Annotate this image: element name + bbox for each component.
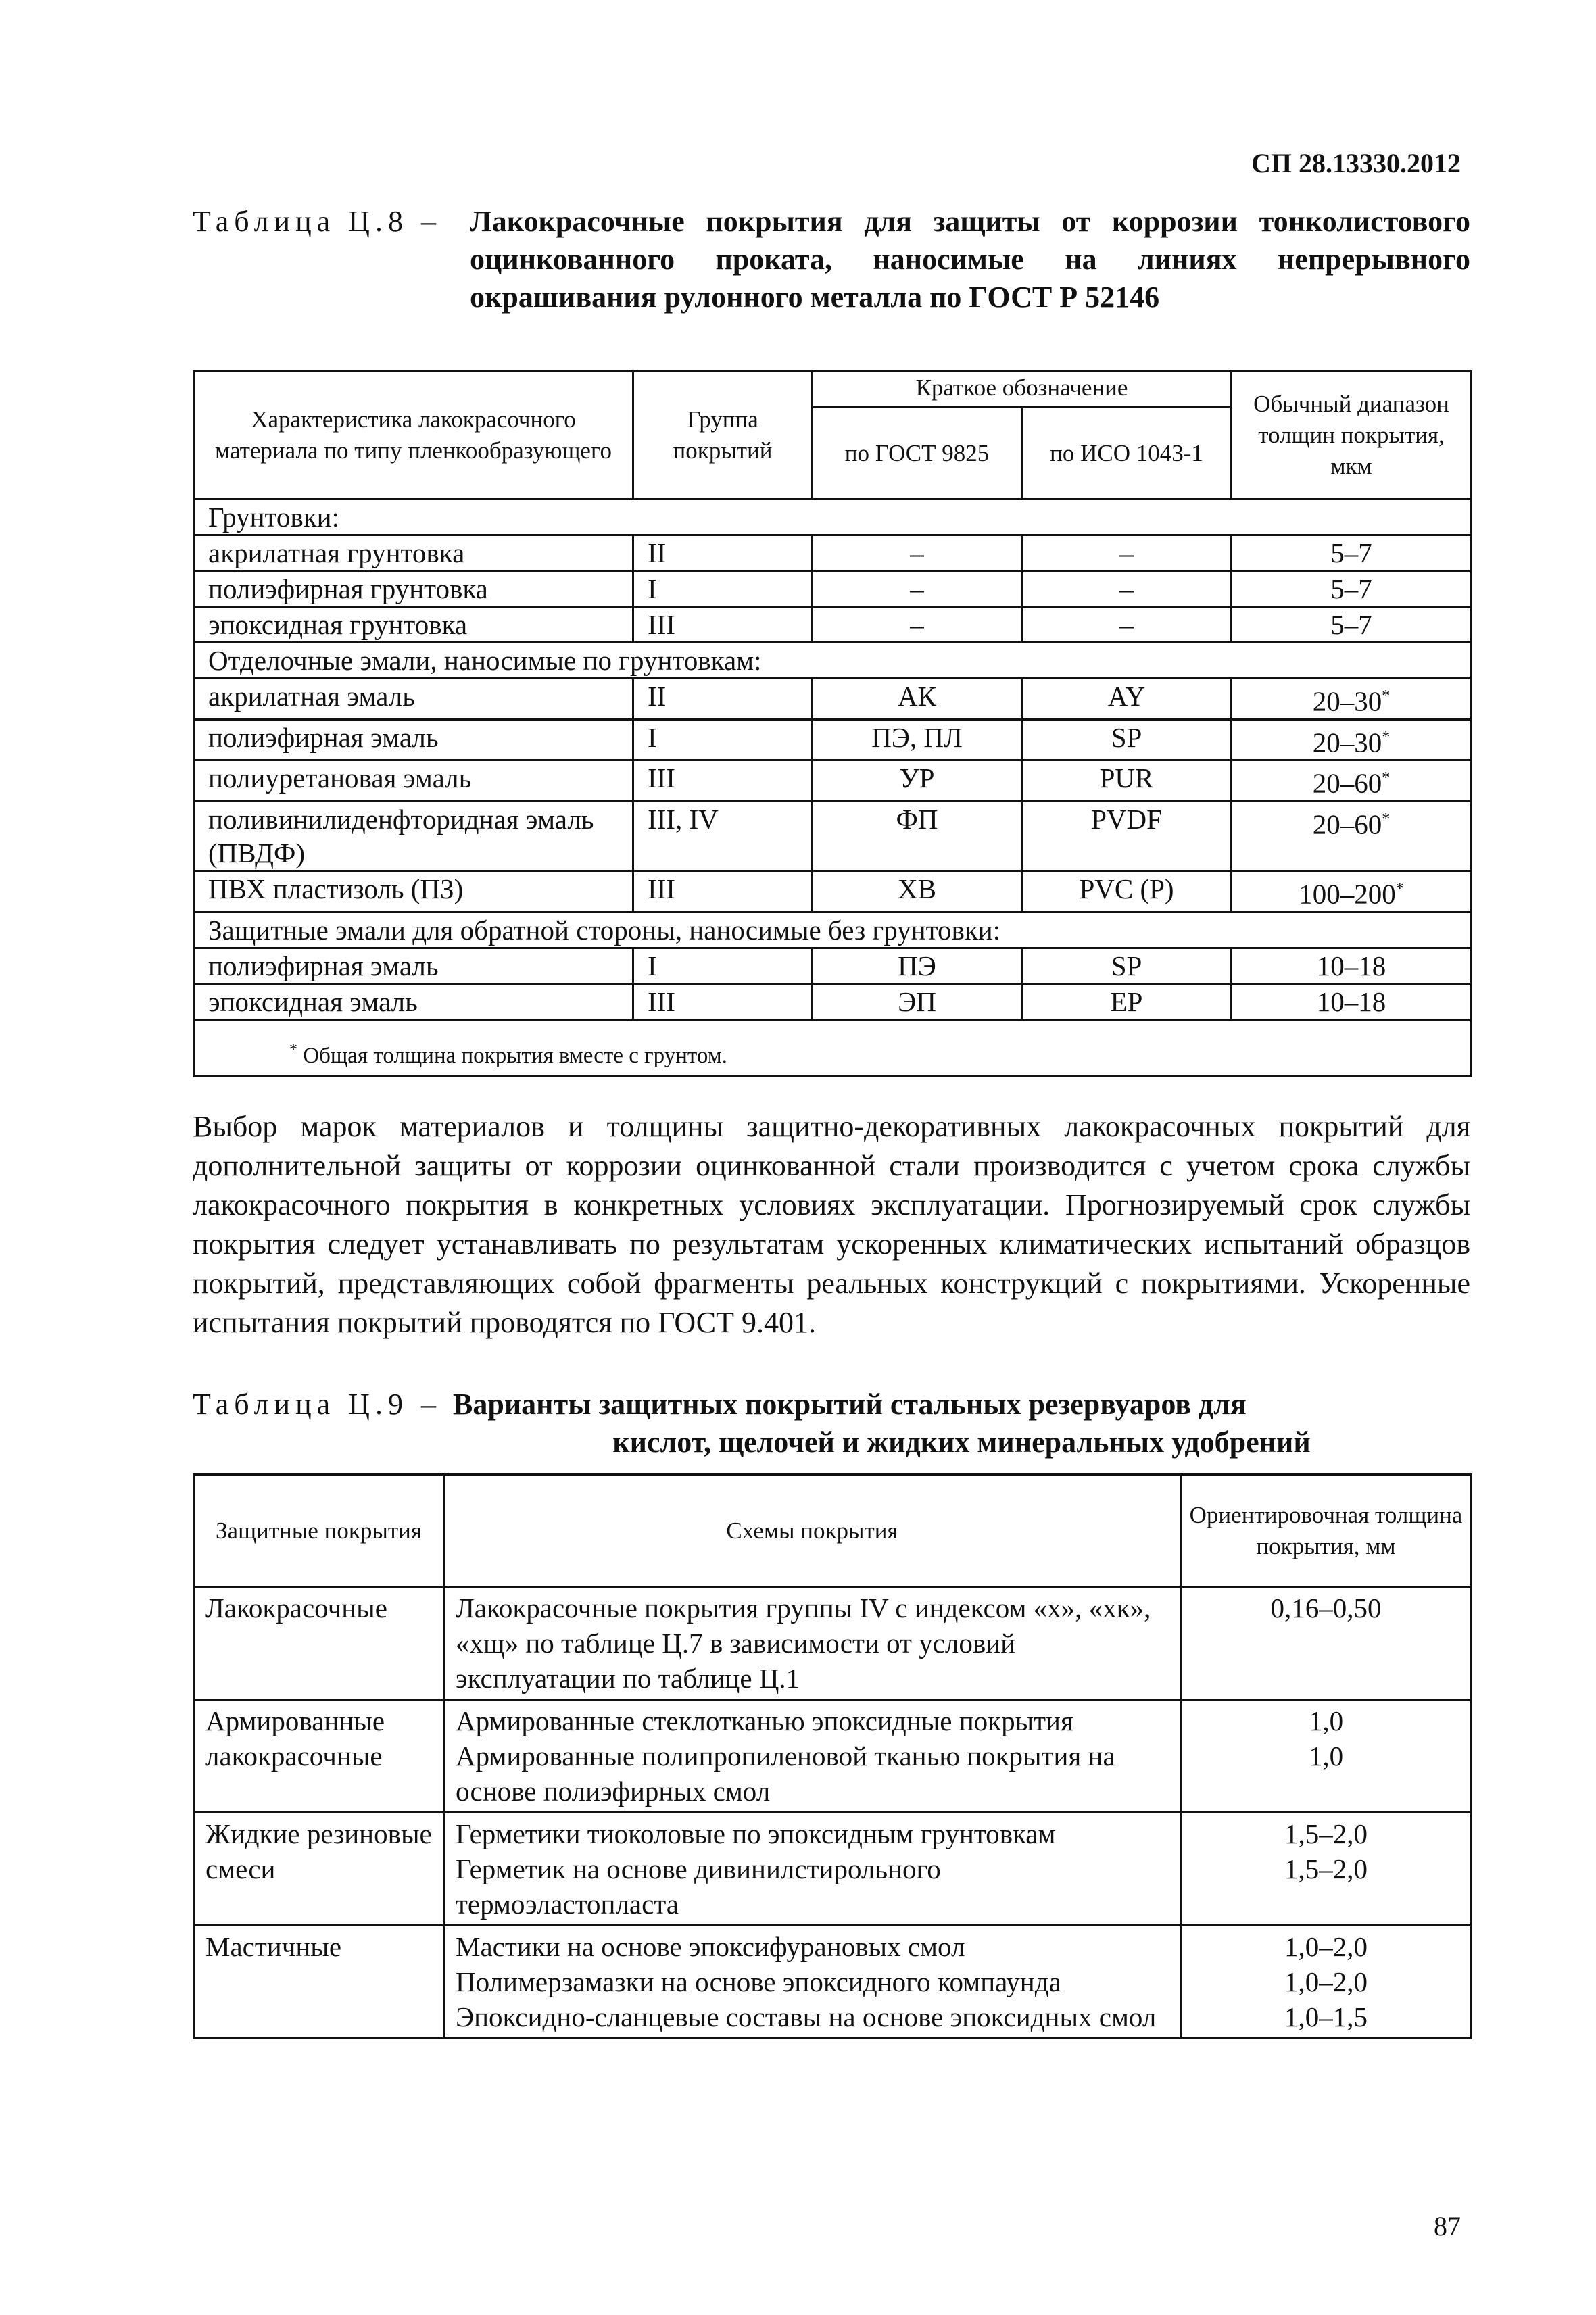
- cell-gost: ФП: [813, 801, 1022, 871]
- table8-body: [194, 499, 1472, 1077]
- thickness-value: 5–7: [1330, 537, 1372, 568]
- scheme-item: Лакокрасочные покрытия группы IV с индексом «х», «хк», «хщ» по таблице Ц.7 в зависимости от условий эксплуатации по таблице Ц.1: [456, 1592, 1151, 1694]
- header-characteristic: Характеристика лакокрасочного материала по типу пленкообразующего: [194, 372, 633, 499]
- cell-thickness: [1232, 679, 1472, 720]
- cell-group: II: [633, 535, 813, 571]
- table9-title-line1: Варианты защитных покрытий стальных резервуаров для: [453, 1388, 1247, 1421]
- header-thickness-mm: Ориентировочная толщина покрытия, мм: [1181, 1475, 1472, 1587]
- table8-section-row: [194, 499, 1472, 535]
- cell-iso: PVC (P): [1022, 871, 1232, 912]
- table-row: [194, 948, 1472, 983]
- cell-schemes: [444, 1700, 1181, 1813]
- table-row: [194, 1700, 1472, 1813]
- cell-thickness: [1232, 535, 1472, 571]
- cell-material: эпоксидная грунтовка: [194, 607, 633, 643]
- cell-material: полиуретановая эмаль: [194, 760, 633, 802]
- cell-gost: ПЭ: [813, 948, 1022, 983]
- cell-thickness: [1232, 607, 1472, 643]
- footnote-text: Общая толщина покрытия вместе с грунтом.: [303, 1043, 727, 1068]
- cell-material: полиэфирная эмаль: [194, 948, 633, 983]
- scheme-item: Герметики тиоколовые по эпоксидным грунтовкам: [456, 1818, 1056, 1849]
- thickness-item: 1,0–1,5: [1284, 2001, 1368, 2032]
- table8-label: Таблица Ц.8 –: [193, 205, 441, 238]
- thickness-value: 10–18: [1316, 985, 1386, 1017]
- cell-gost: ПЭ, ПЛ: [813, 719, 1022, 760]
- scheme-item: Эпоксидно-сланцевые составы на основе эпоксидных смол: [456, 2001, 1157, 2032]
- cell-group: I: [633, 719, 813, 760]
- section-label: Отделочные эмали, наносимые по грунтовкам:: [194, 643, 1472, 679]
- thickness-item: 1,0–2,0: [1284, 1931, 1368, 1962]
- cell-iso: –: [1022, 571, 1232, 607]
- cell-iso: –: [1022, 607, 1232, 643]
- scheme-item: Мастики на основе эпоксифурановых смол: [456, 1931, 965, 1962]
- thickness-value: 10–18: [1316, 950, 1386, 981]
- table-row: [194, 1813, 1472, 1926]
- cell-group: I: [633, 571, 813, 607]
- cell-group: II: [633, 679, 813, 720]
- cell-material: ПВХ пластизоль (ПЗ): [194, 871, 633, 912]
- thickness-value: 5–7: [1330, 573, 1372, 604]
- cell-thickness: [1232, 983, 1472, 1019]
- document-code: СП 28.13330.2012: [1251, 148, 1461, 178]
- scheme-item: Герметик на основе дивинилстирольного термоэластопласта: [456, 1853, 941, 1920]
- table9-body: [194, 1587, 1472, 2039]
- header-short: Краткое обозначение: [813, 372, 1232, 408]
- cell-group: III, IV: [633, 801, 813, 871]
- table-row: [194, 871, 1472, 912]
- table-row: [194, 571, 1472, 607]
- cell-thicknesses: [1181, 1813, 1472, 1926]
- cell-gost: –: [813, 571, 1022, 607]
- cell-material: поливинилиденфторидная эмаль (ПВДФ): [194, 801, 633, 871]
- table-row: [194, 983, 1472, 1019]
- cell-iso: PUR: [1022, 760, 1232, 802]
- section-label: Грунтовки:: [194, 499, 1472, 535]
- footnote-marker: *: [1382, 728, 1391, 746]
- cell-thickness: [1232, 801, 1472, 871]
- table9-caption: [193, 1386, 1470, 1461]
- thickness-item: 1,5–2,0: [1284, 1853, 1368, 1884]
- thickness-item: 1,0: [1308, 1705, 1344, 1736]
- table9-title-line2: кислот, щелочей и жидких минеральных удобрений: [612, 1425, 1311, 1459]
- cell-iso: EP: [1022, 983, 1232, 1019]
- header-coating: Защитные покрытия: [194, 1475, 444, 1587]
- cell-schemes: [444, 1587, 1181, 1700]
- table-row: [194, 607, 1472, 643]
- table9: [193, 1473, 1472, 2039]
- table-row: [194, 1926, 1472, 2039]
- thickness-value: 20–60: [1312, 808, 1382, 840]
- table8-caption: [193, 203, 1470, 316]
- table-row: [194, 760, 1472, 802]
- table-row: [194, 801, 1472, 871]
- thickness-value: 20–60: [1312, 767, 1382, 799]
- cell-coating: Армированные лакокрасочные: [194, 1700, 444, 1813]
- footnote-marker: *: [1382, 769, 1391, 787]
- cell-gost: ЭП: [813, 983, 1022, 1019]
- thickness-item: 0,16–0,50: [1270, 1592, 1382, 1624]
- table8-footnote: [194, 1019, 1472, 1076]
- cell-thicknesses: [1181, 1700, 1472, 1813]
- cell-thickness: [1232, 948, 1472, 983]
- table8-section-row: [194, 643, 1472, 679]
- cell-group: III: [633, 760, 813, 802]
- table9-label: Таблица Ц.9 –: [193, 1388, 441, 1421]
- cell-material: акрилатная грунтовка: [194, 535, 633, 571]
- cell-material: эпоксидная эмаль: [194, 983, 633, 1019]
- footnote-marker: *: [1395, 879, 1404, 898]
- table8-section-row: [194, 912, 1472, 948]
- cell-iso: SP: [1022, 948, 1232, 983]
- table8-title: Лакокрасочные покрытия для защиты от коррозии тонколистового оцинкованного проката, наносимые на линиях непрерывного окрашивания рулонного металла по ГОСТ Р 52146: [470, 205, 1470, 314]
- table8-header-row: [194, 372, 1472, 408]
- section-label: Защитные эмали для обратной стороны, наносимые без грунтовки:: [194, 912, 1472, 948]
- cell-thickness: [1232, 871, 1472, 912]
- thickness-item: 1,5–2,0: [1284, 1818, 1368, 1849]
- thickness-value: 5–7: [1330, 609, 1372, 640]
- cell-coating: Мастичные: [194, 1926, 444, 2039]
- footnote-marker: *: [1382, 810, 1391, 828]
- thickness-item: 1,0–2,0: [1284, 1966, 1368, 1997]
- body-paragraph: Выбор марок материалов и толщины защитно-декоративных лакокрасочных покрытий для дополнительной защиты от коррозии оцинкованной стали производится с учетом срока службы лакокрасочного покрытия в конкретных условиях эксплуатации. Прогнозируемый срок службы покрытия следует устанавливать по результатам ускоренных климатических испытаний образцов покрытий, представляющих собой фрагменты реальных конструкций с покрытиями. Ускоренные испытания покрытий проводятся по ГОСТ 9.401.: [193, 1110, 1470, 1339]
- cell-thicknesses: [1181, 1926, 1472, 2039]
- cell-iso: AY: [1022, 679, 1232, 720]
- header-scheme: Схемы покрытия: [444, 1475, 1181, 1587]
- cell-thickness: [1232, 719, 1472, 760]
- thickness-value: 20–30: [1312, 727, 1382, 758]
- cell-gost: УР: [813, 760, 1022, 802]
- table-row: [194, 719, 1472, 760]
- table8-footnote-row: [194, 1019, 1472, 1076]
- scheme-item: Армированные стеклотканью эпоксидные покрытия: [456, 1705, 1073, 1736]
- cell-material: акрилатная эмаль: [194, 679, 633, 720]
- header-thickness: Обычный диапазон толщин покрытия, мкм: [1232, 372, 1472, 499]
- footnote-mark: *: [289, 1040, 297, 1058]
- cell-gost: ХВ: [813, 871, 1022, 912]
- table9-header-row: [194, 1475, 1472, 1587]
- cell-thickness: [1232, 571, 1472, 607]
- table-row: [194, 679, 1472, 720]
- table-row: [194, 1587, 1472, 1700]
- cell-iso: –: [1022, 535, 1232, 571]
- scheme-item: Армированные полипропиленовой тканью покрытия на основе полиэфирных смол: [456, 1740, 1115, 1807]
- cell-group: III: [633, 983, 813, 1019]
- cell-thicknesses: [1181, 1587, 1472, 1700]
- cell-schemes: [444, 1813, 1181, 1926]
- header-gost: по ГОСТ 9825: [813, 408, 1022, 499]
- cell-material: полиэфирная эмаль: [194, 719, 633, 760]
- cell-gost: –: [813, 607, 1022, 643]
- thickness-value: 100–200: [1299, 878, 1396, 910]
- scheme-item: Полимерзамазки на основе эпоксидного компаунда: [456, 1966, 1061, 1997]
- page-number: 87: [1434, 2211, 1461, 2241]
- cell-iso: SP: [1022, 719, 1232, 760]
- cell-thickness: [1232, 760, 1472, 802]
- cell-coating: Жидкие резиновые смеси: [194, 1813, 444, 1926]
- cell-group: I: [633, 948, 813, 983]
- header-iso: по ИСО 1043-1: [1022, 408, 1232, 499]
- cell-group: III: [633, 607, 813, 643]
- thickness-value: 20–30: [1312, 685, 1382, 717]
- cell-gost: –: [813, 535, 1022, 571]
- header-group: Группа покрытий: [633, 372, 813, 499]
- cell-group: III: [633, 871, 813, 912]
- cell-iso: PVDF: [1022, 801, 1232, 871]
- footnote-marker: *: [1382, 687, 1391, 705]
- table-row: [194, 535, 1472, 571]
- table8: [193, 370, 1472, 1077]
- cell-coating: Лакокрасочные: [194, 1587, 444, 1700]
- cell-material: полиэфирная грунтовка: [194, 571, 633, 607]
- cell-schemes: [444, 1926, 1181, 2039]
- thickness-item: 1,0: [1308, 1740, 1344, 1772]
- cell-gost: АК: [813, 679, 1022, 720]
